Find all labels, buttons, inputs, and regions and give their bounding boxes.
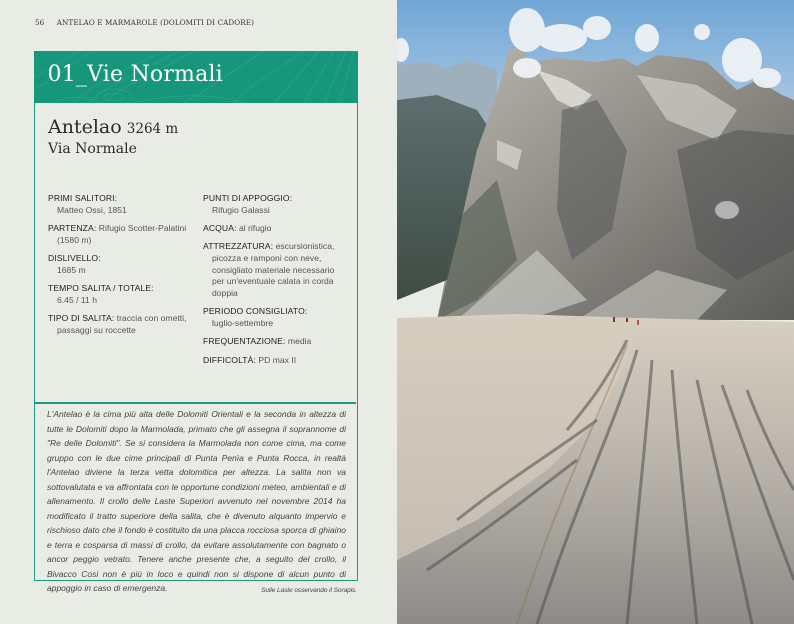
running-head (35, 18, 254, 27)
info-label: PARTENZA: (48, 222, 97, 233)
info-frequentazione (203, 336, 348, 348)
info-partenza (48, 223, 198, 246)
info-difficolta (203, 355, 348, 367)
info-label: ATTREZZATURA: (203, 241, 274, 252)
route-name: Via Normale (48, 141, 137, 157)
info-label: TIPO DI SALITA: (48, 312, 115, 323)
info-column-right (203, 193, 348, 373)
info-punti-appoggio (203, 193, 348, 216)
info-value: Rifugio Galassi (212, 204, 270, 215)
photo-caption: Sulle Laste osservando il Sorapis. (261, 587, 357, 594)
info-value: escursionistica, picozza e ramponi con neve, consigliato materiale necessario per un'eventuale calata in corda doppia (212, 241, 335, 298)
info-label: PERIODO CONSIGLIATO: (203, 306, 308, 317)
info-value: al rifugio (238, 222, 272, 233)
info-label: DISLIVELLO: (48, 252, 101, 263)
info-value: 6.45 / 11 h (57, 294, 97, 305)
info-primi-salitori (48, 193, 198, 216)
peak-altitude: 3264 m (126, 121, 179, 137)
info-value: traccia con ometti, passaggi su roccette (57, 312, 187, 335)
route-description: L'Antelao è la cima più alta delle Dolomiti Orientali e la seconda in altezza di tutte le Dolomiti dopo la Marmolada, primato che gli assegna il soprannome di "Re delle Dolomiti". Se si considera la Marmolada non come cima, ma come gruppo con le due cime principali di Punta Penìa e Punta Rocca, in realtà l'Antelao diviene la terza vetta dolomitica per altezza. La salita non va sottovalutata e va affrontata con le opportune condizioni meteo, ambientali e di allenamento. Il crollo delle Laste Superiori avvenuto nel novembre 2014 ha modificato il tratto superiore della salita, che è divenuto alquanto impervio e rischioso dato che il fondo è costituito da una placca rocciosa sporca di ghiaino e terra e cosparsa di massi di crollo, da evitare assolutamente con bagnato o ancor peggio vetrato. Tenere anche presente che, a seguito del crollo, il Bivacco Cosi non è più in loco e quindi non si dispone di alcun punto di appoggio in caso di emergenza. (47, 409, 346, 593)
mountain-photo-illustration (397, 0, 794, 624)
info-value: Matteo Ossi, 1851 (57, 204, 127, 215)
info-periodo (203, 306, 348, 329)
info-value: media (287, 336, 312, 347)
info-label: FREQUENTAZIONE: (203, 336, 286, 347)
info-value: luglio-settembre (212, 317, 274, 328)
info-acqua (203, 223, 348, 235)
info-column-left (48, 193, 198, 343)
peak-name: Antelao (48, 116, 122, 138)
info-attrezzatura (203, 241, 348, 299)
info-tempo-salita (48, 283, 198, 306)
info-label: DIFFICOLTÀ: (203, 354, 256, 365)
info-value: PD max II (258, 354, 297, 365)
section-title: ANTELAO E MARMAROLE (DOLOMITI DI CADORE) (56, 18, 254, 27)
info-tipo-salita (48, 313, 198, 336)
card-title: 01_Vie Normali (47, 62, 223, 87)
info-value: Rifugio Scotter-Palatini (1580 m) (57, 222, 187, 245)
info-dislivello (48, 253, 198, 276)
info-label: ACQUA: (203, 222, 237, 233)
mountain-photo (397, 0, 794, 624)
section-divider (35, 402, 356, 404)
peak-heading (48, 116, 178, 138)
info-label: TEMPO SALITA / TOTALE: (48, 282, 154, 293)
card-header (34, 51, 358, 103)
page-number: 56 (35, 18, 45, 27)
info-label: PRIMI SALITORI: (48, 193, 118, 203)
info-value: 1685 m (57, 264, 86, 275)
info-label: PUNTI DI APPOGGIO: (203, 193, 293, 203)
